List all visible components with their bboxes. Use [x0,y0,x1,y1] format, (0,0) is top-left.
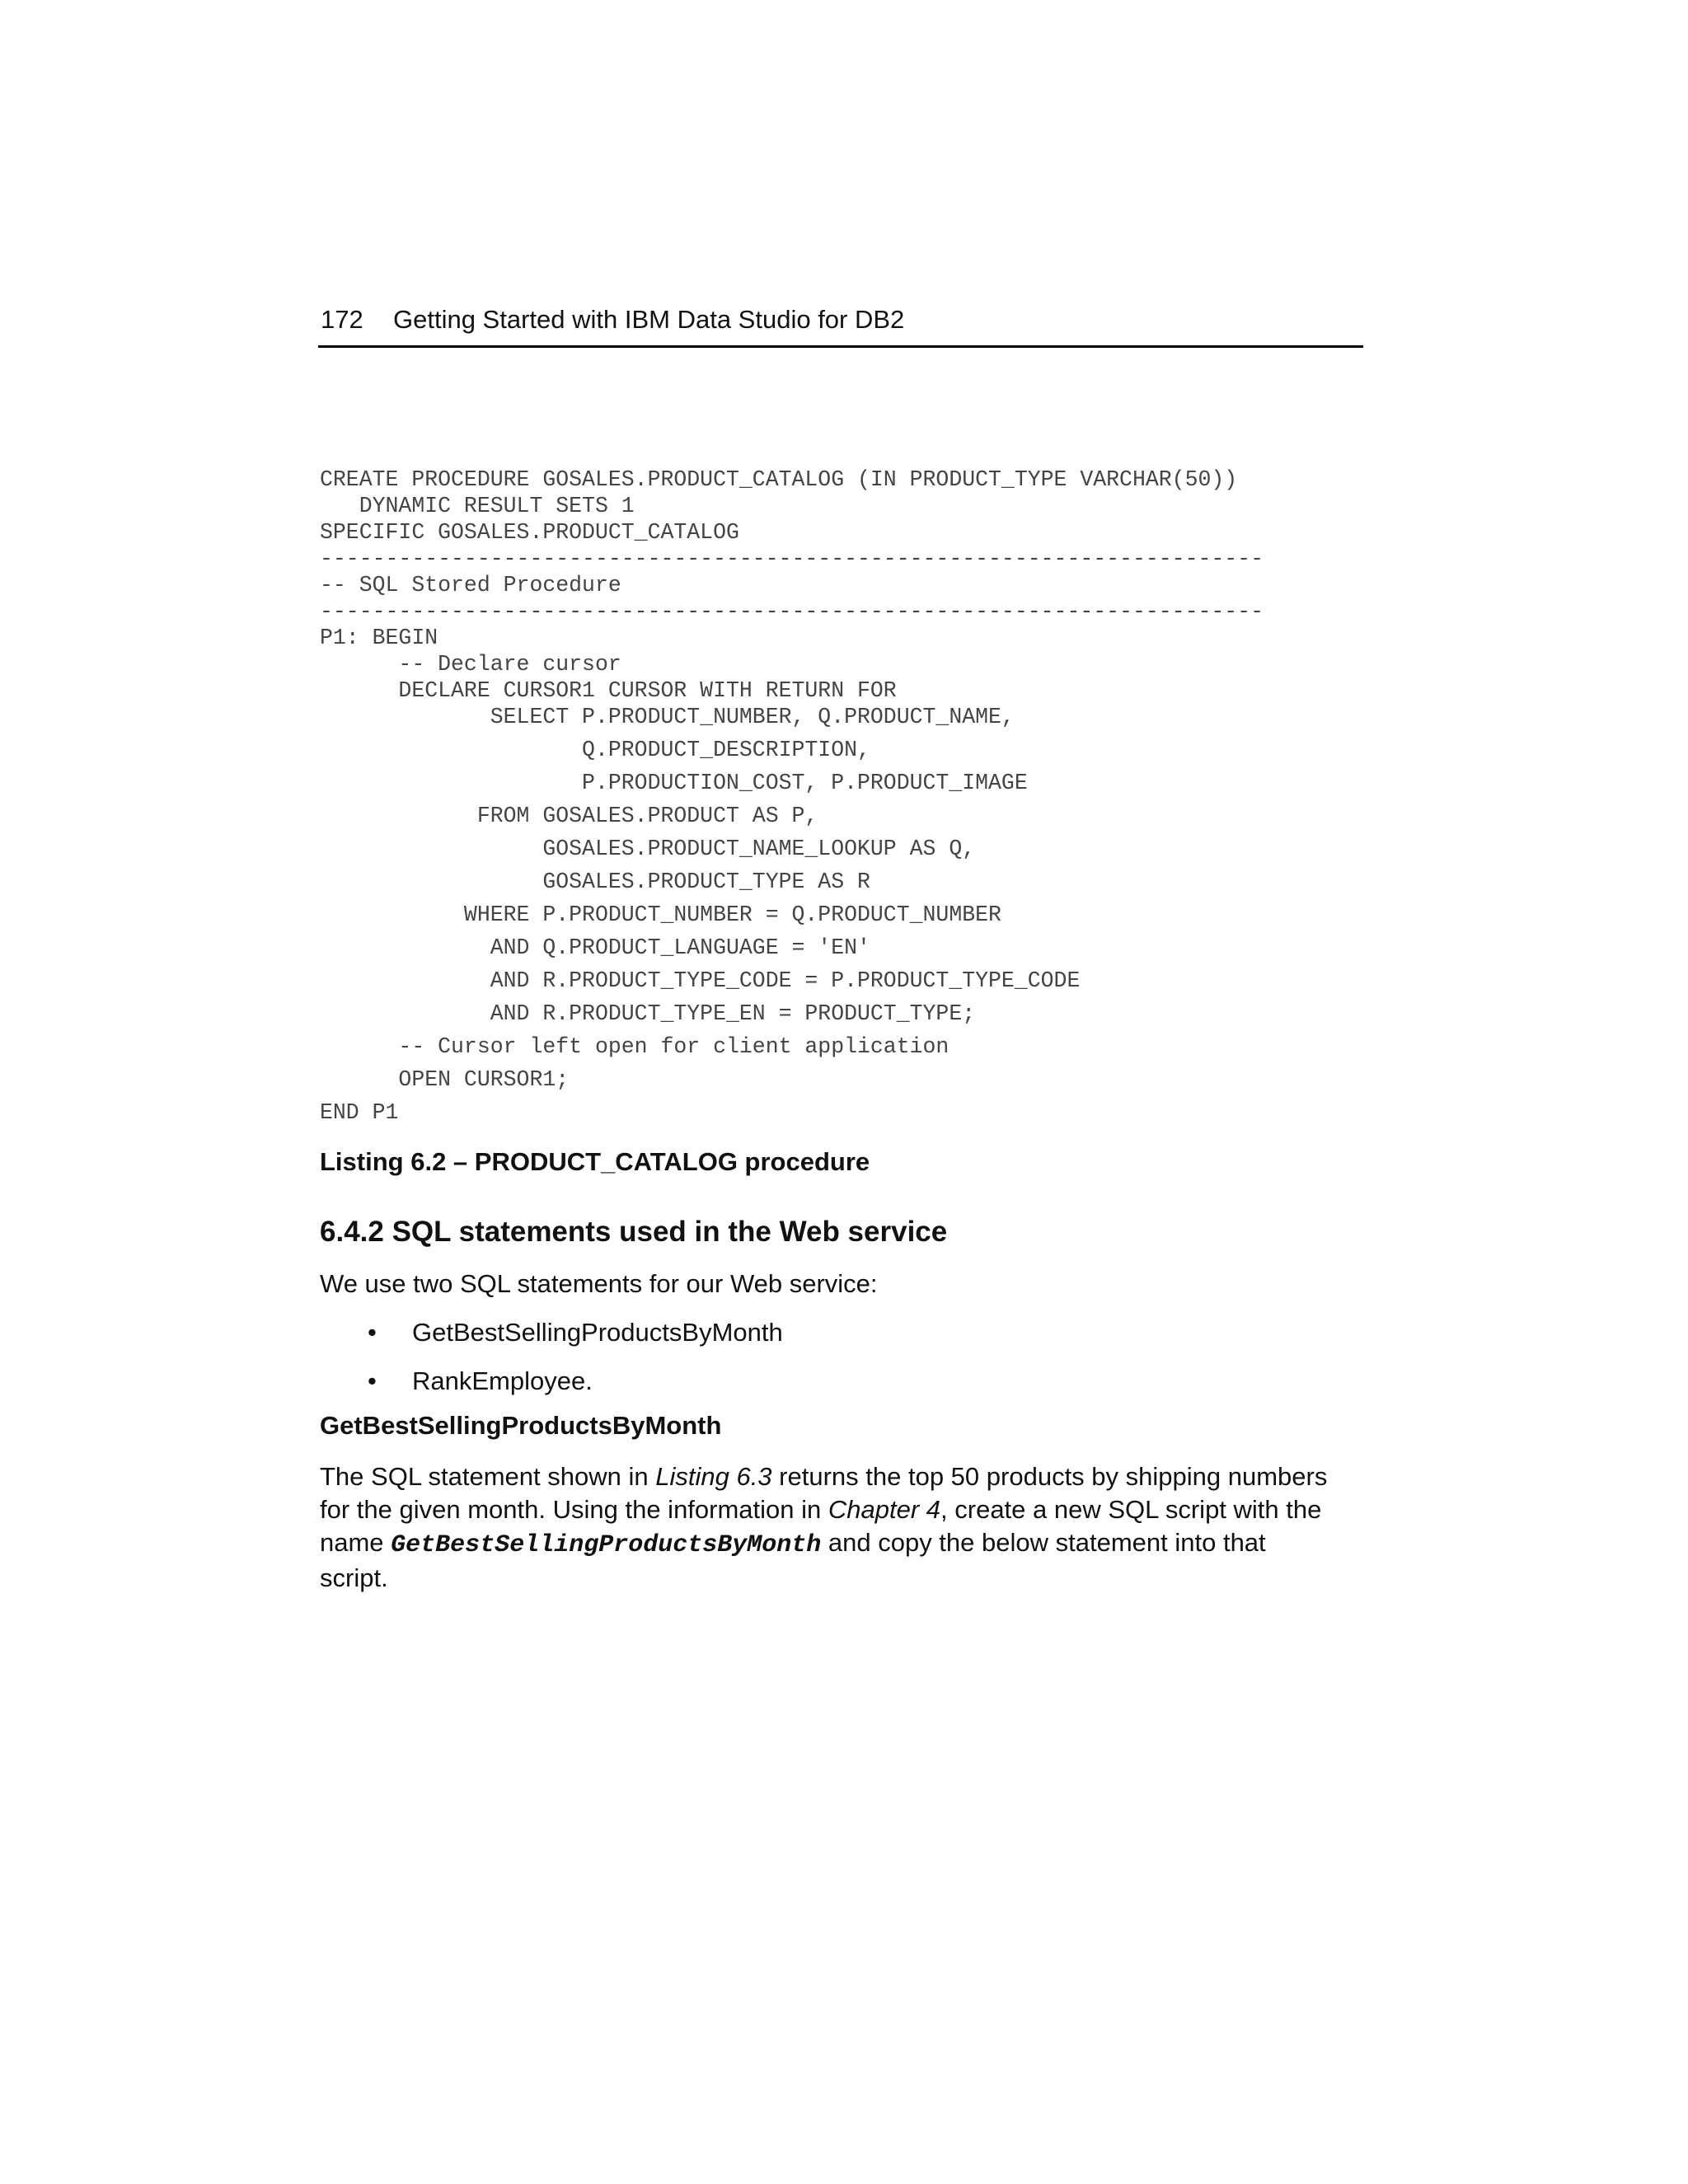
body-line [320,1460,1383,1493]
body-line [320,1526,1383,1562]
list-item: RankEmployee. [412,1366,593,1395]
code-line: AND R.PRODUCT_TYPE_EN = PRODUCT_TYPE; [320,1001,976,1026]
body-paragraph [320,1460,1383,1595]
code-line: OPEN CURSOR1; [320,1067,570,1092]
script-name: GetBestSellingProductsByMonth [391,1531,822,1559]
bullet-icon: • [368,1366,377,1395]
body-text: and copy the below statement into that [821,1528,1266,1557]
code-line: GOSALES.PRODUCT_TYPE AS R [320,869,870,894]
section-heading: 6.4.2 SQL statements used in the Web service [320,1216,948,1248]
page-number: 172 [321,305,363,334]
code-line: GOSALES.PRODUCT_NAME_LOOKUP AS Q, [320,837,976,861]
bullet-icon: • [368,1318,377,1347]
code-line: ------------------------------------------------------------------------ [320,546,1264,571]
listing-reference: Listing 6.3 [655,1462,772,1491]
code-line: DYNAMIC RESULT SETS 1 [320,494,635,518]
code-line: END P1 [320,1100,399,1125]
body-line [320,1493,1383,1526]
code-line: FROM GOSALES.PRODUCT AS P, [320,804,818,828]
body-line: script. [320,1563,388,1592]
code-line: AND Q.PRODUCT_LANGUAGE = 'EN' [320,935,870,960]
code-line: CREATE PROCEDURE GOSALES.PRODUCT_CATALOG (IN PRODUCT_TYPE VARCHAR(50)) [320,467,1238,492]
chapter-reference: Chapter 4 [828,1495,941,1524]
code-line: P1: BEGIN [320,626,438,650]
code-line: -- SQL Stored Procedure [320,573,621,598]
code-line: P.PRODUCTION_COST, P.PRODUCT_IMAGE [320,771,1028,795]
body-text: , create a new SQL script with the [940,1495,1322,1524]
code-line: SELECT P.PRODUCT_NUMBER, Q.PRODUCT_NAME, [320,705,1015,729]
listing-caption: Listing 6.2 – PRODUCT_CATALOG procedure [320,1147,870,1176]
code-line: ------------------------------------------------------------------------ [320,599,1264,624]
list-item: GetBestSellingProductsByMonth [412,1318,783,1347]
subsection-heading: GetBestSellingProductsByMonth [320,1411,722,1440]
code-line: WHERE P.PRODUCT_NUMBER = Q.PRODUCT_NUMBER [320,902,1001,927]
code-line: Q.PRODUCT_DESCRIPTION, [320,738,870,762]
code-line: DECLARE CURSOR1 CURSOR WITH RETURN FOR [320,678,897,703]
body-text: for the given month. Using the information in [320,1495,828,1524]
running-title: Getting Started with IBM Data Studio for DB2 [393,305,905,334]
code-listing [320,466,1383,1125]
code-line: -- Declare cursor [320,652,621,677]
intro-paragraph: We use two SQL statements for our Web service: [320,1269,878,1298]
page-header [318,303,1363,348]
body-text: name [320,1528,392,1557]
code-line: -- Cursor left open for client application [320,1034,950,1059]
body-text: The SQL statement shown in [320,1462,656,1491]
code-line: SPECIFIC GOSALES.PRODUCT_CATALOG [320,520,739,545]
code-line: AND R.PRODUCT_TYPE_CODE = P.PRODUCT_TYPE_CODE [320,968,1081,993]
body-text: returns the top 50 products by shipping numbers [771,1462,1328,1491]
